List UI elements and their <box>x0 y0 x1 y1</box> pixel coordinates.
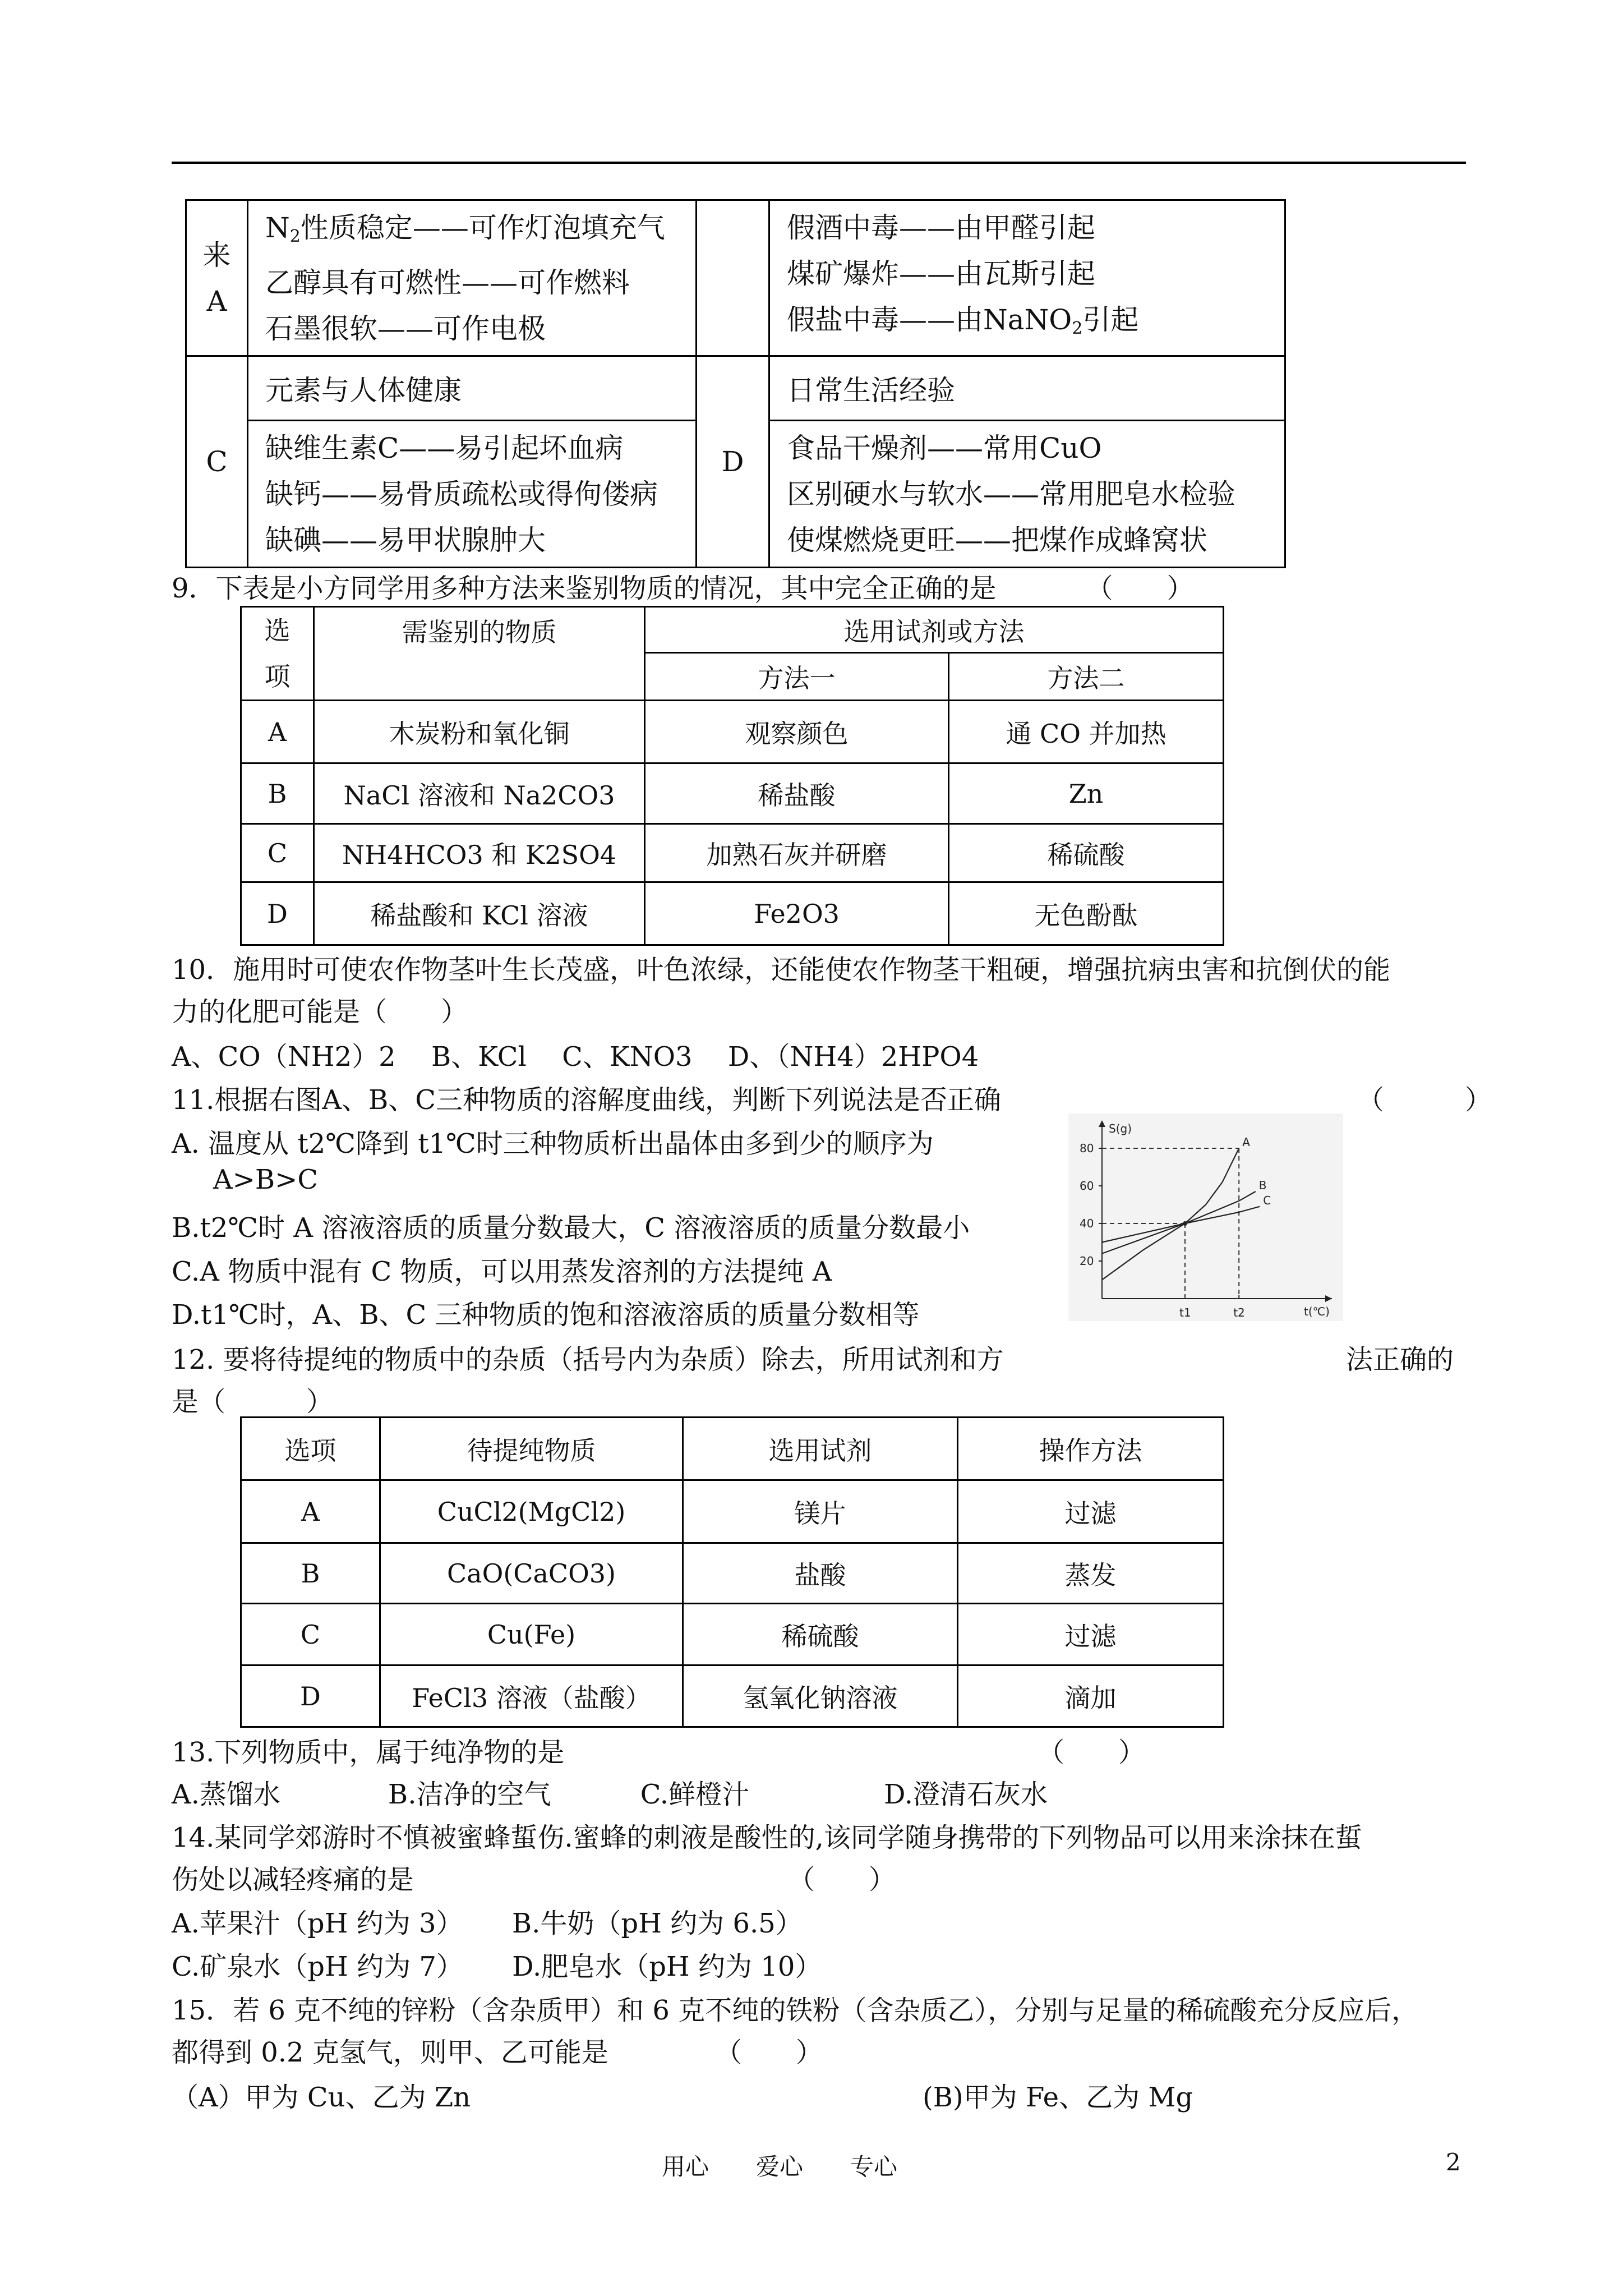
c-line-3: 缺碘——易甲状腺肿大 <box>265 523 546 556</box>
q12-row-c-option: C <box>241 1604 380 1665</box>
q12-table <box>240 1416 1224 1728</box>
q14-line-2: 伤处以减轻疼痛的是 <box>172 1864 414 1895</box>
q8-cell-d-content <box>769 421 1285 568</box>
b-line-2: 煤矿爆炸——由瓦斯引起 <box>787 257 1095 290</box>
q8-cell-d-label: D <box>697 356 769 568</box>
q12-row-d-substance: FeCl3 溶液（盐酸） <box>380 1665 683 1727</box>
q11-option-a: A. 温度从 t2℃降到 t1℃时三种物质析出晶体由多到少的顺序为 <box>172 1128 934 1159</box>
q11-paren: （ ） <box>1357 1084 1492 1116</box>
q12-row-c-substance: Cu(Fe) <box>380 1604 683 1665</box>
q10-line-2: 力的化肥可能是（ ） <box>172 996 468 1028</box>
q10-line-1: 10．施用时可使农作物茎叶生长茂盛，叶色浓绿，还能使农作物茎干粗硬，增强抗病虫害和抗倒伏的能 <box>172 954 1391 986</box>
q12-row-b-substance: CaO(CaCO3) <box>380 1543 683 1604</box>
c-line-2: 缺钙——易骨质疏松或得佝偻病 <box>265 477 658 510</box>
q15-option-b: (B)甲为 Fe、乙为 Mg <box>923 2082 1193 2113</box>
q9-head-reagent: 选用试剂或方法 <box>645 607 1224 653</box>
q8-cell-a-content <box>248 200 697 356</box>
a-line-1: $N_2$性质稳定——可作灯泡填充气 <box>265 211 665 246</box>
q15-paren: （ ） <box>715 2037 823 2068</box>
q9-row-b-method2: Zn <box>949 763 1224 824</box>
x-tick-label: t1 <box>1179 1306 1191 1319</box>
q12-row-a-substance: CuCl2(MgCl2) <box>380 1480 683 1543</box>
table-row <box>241 763 1224 824</box>
q12-row-b-reagent: 盐酸 <box>683 1543 958 1604</box>
y-tick-label: 40 <box>1080 1217 1094 1230</box>
q8-cell-c-label: C <box>186 356 248 568</box>
y-axis-label: S(g) <box>1109 1122 1132 1135</box>
q13-options: A.蒸馏水 B.洁净的空气 C.鲜橙汁 D.澄清石灰水 <box>172 1779 1048 1810</box>
c-line-1: 缺维生素C——易引起坏血病 <box>265 431 624 464</box>
q12-row-c-operation: 过滤 <box>958 1604 1224 1665</box>
q9-row-c-method1: 加熟石灰并研磨 <box>645 824 949 882</box>
solubility-chart <box>1068 1114 1343 1321</box>
q12-head-operation: 操作方法 <box>958 1418 1224 1480</box>
a-line-2: 乙醇具有可燃性——可作燃料 <box>265 266 630 299</box>
table-row <box>241 882 1224 945</box>
footer-motto: 用心 爱心 专心 <box>662 2153 898 2180</box>
q9-head-option: 选 项 <box>241 607 314 701</box>
q12-head-reagent: 选用试剂 <box>683 1418 958 1480</box>
q8-table <box>185 199 1286 568</box>
q8-cell-c-content <box>248 421 697 568</box>
y-tick-label: 80 <box>1080 1142 1094 1155</box>
q11-option-b: B.t2℃时 A 溶液溶质的质量分数最大，C 溶液溶质的质量分数最小 <box>172 1212 970 1244</box>
table-row <box>241 1665 1224 1727</box>
q9-head-method2: 方法二 <box>949 653 1224 701</box>
q12-row-b-operation: 蒸发 <box>958 1543 1224 1604</box>
y-tick-label: 60 <box>1080 1179 1094 1193</box>
table-row <box>241 1604 1224 1665</box>
q12-row-d-operation: 滴加 <box>958 1665 1224 1727</box>
q8-cell-a-label <box>186 200 248 356</box>
q9-row-a-method2: 通 CO 并加热 <box>949 701 1224 763</box>
q8-cell-d-head: 日常生活经验 <box>769 356 1285 421</box>
q15-option-a: （A）甲为 Cu、乙为 Zn <box>172 2082 471 2113</box>
q11-option-d: D.t1℃时，A、B、C 三种物质的饱和溶液溶质的质量分数相等 <box>172 1299 920 1331</box>
q9-row-a-substance: 木炭粉和氧化铜 <box>314 701 645 763</box>
q9-row-d-option: D <box>241 882 314 945</box>
q10-options: A、CO（NH2）2 B、KCl C、KNO3 D、（NH4）2HPO4 <box>172 1041 979 1073</box>
q9-row-b-option: B <box>241 763 314 824</box>
q9-row-a-option: A <box>241 701 314 763</box>
q12-head-substance: 待提纯物质 <box>380 1418 683 1480</box>
q14-options-1: A.苹果汁（pH 约为 3） B.牛奶（pH 约为 6.5） <box>172 1908 803 1939</box>
q9-row-d-method1: Fe2O3 <box>645 882 949 945</box>
q12-line-1b: 法正确的 <box>1346 1344 1454 1375</box>
q14-options-2: C.矿泉水（pH 约为 7） D.肥皂水（pH 约为 10） <box>172 1951 822 1982</box>
intersection-point <box>1183 1221 1187 1226</box>
page-number: 2 <box>1446 2148 1461 2176</box>
q9-row-a-method1: 观察颜色 <box>645 701 949 763</box>
table-row <box>241 1543 1224 1604</box>
q12-row-a-reagent: 镁片 <box>683 1480 958 1543</box>
q12-line-2: 是（ ） <box>172 1386 334 1418</box>
q11-option-c: C.A 物质中混有 C 物质，可以用蒸发溶剂的方法提纯 A <box>172 1256 832 1287</box>
y-tick-label: 20 <box>1080 1254 1094 1268</box>
series-label-a: A <box>1242 1135 1250 1149</box>
q9-head-method1: 方法一 <box>645 653 949 701</box>
q9-row-b-method1: 稀盐酸 <box>645 763 949 824</box>
q15-line-1: 15．若 6 克不纯的锌粉（含杂质甲）和 6 克不纯的铁粉（含杂质乙），分别与足量的稀硫酸充分反应后， <box>172 1995 1419 2026</box>
q9-row-d-method2: 无色酚酞 <box>949 882 1224 945</box>
q13-stem: 13.下列物质中，属于纯净物的是 <box>172 1737 565 1768</box>
q8-cell-b-content <box>769 200 1285 356</box>
series-label-b: B <box>1258 1179 1267 1193</box>
q9-row-c-option: C <box>241 824 314 882</box>
d-line-1: 食品干燥剂——常用CuO <box>787 431 1102 464</box>
b-line-3: 假盐中毒——由NaNO$_2$引起 <box>787 303 1139 338</box>
d-line-2: 区别硬水与软水——常用肥皂水检验 <box>787 477 1235 510</box>
x-axis-label: t(℃) <box>1304 1305 1330 1318</box>
q9-row-d-substance: 稀盐酸和 KCl 溶液 <box>314 882 645 945</box>
q9-head-substance: 需鉴别的物质 <box>314 607 645 701</box>
table-row <box>241 1480 1224 1543</box>
q8-cell-b-label <box>697 200 769 356</box>
q12-row-a-operation: 过滤 <box>958 1480 1224 1543</box>
q12-row-d-reagent: 氢氧化钠溶液 <box>683 1665 958 1727</box>
q12-row-a-option: A <box>241 1480 380 1543</box>
q12-head-option: 选项 <box>241 1418 380 1480</box>
q12-row-c-reagent: 稀硫酸 <box>683 1604 958 1665</box>
q9-row-b-substance: NaCl 溶液和 Na2CO3 <box>314 763 645 824</box>
header-rule <box>172 162 1466 164</box>
a-line-3: 石墨很软——可作电极 <box>265 312 546 345</box>
q8-cell-c-head: 元素与人体健康 <box>248 356 697 421</box>
q9-table <box>240 606 1224 946</box>
d-line-3: 使煤燃烧更旺——把煤作成蜂窝状 <box>787 523 1207 556</box>
table-row <box>241 824 1224 882</box>
a-letter: A <box>206 284 227 318</box>
table-row <box>241 701 1224 763</box>
q15-line-2: 都得到 0.2 克氢气，则甲、乙可能是 <box>172 2037 608 2068</box>
q14-line-1: 14.某同学郊游时不慎被蜜蜂蜇伤.蜜蜂的刺液是酸性的,该同学随身携带的下列物品可以用来涂抹在蜇 <box>172 1822 1362 1853</box>
series-label-c: C <box>1263 1193 1271 1207</box>
q12-line-1a: 12. 要将待提纯的物质中的杂质（括号内为杂质）除去，所用试剂和方 <box>172 1344 1004 1375</box>
q14-paren: （ ） <box>788 1864 896 1895</box>
q13-paren: （ ） <box>1038 1737 1146 1768</box>
q11-option-a-cont: A>B>C <box>213 1164 319 1195</box>
b-line-1: 假酒中毒——由甲醛引起 <box>787 211 1095 244</box>
a-prefix: 来 <box>202 238 231 272</box>
q9-row-c-method2: 稀硫酸 <box>949 824 1224 882</box>
q9-row-c-substance: NH4HCO3 和 K2SO4 <box>314 824 645 882</box>
q9-stem: 9．下表是小方同学用多种方法来鉴别物质的情况，其中完全正确的是 （ ） <box>172 573 1194 604</box>
q12-row-d-option: D <box>241 1665 380 1727</box>
q11-stem: 11.根据右图A、B、C三种物质的溶解度曲线，判断下列说法是否正确 <box>172 1084 1002 1116</box>
q12-row-b-option: B <box>241 1543 380 1604</box>
x-tick-label: t2 <box>1233 1306 1245 1319</box>
